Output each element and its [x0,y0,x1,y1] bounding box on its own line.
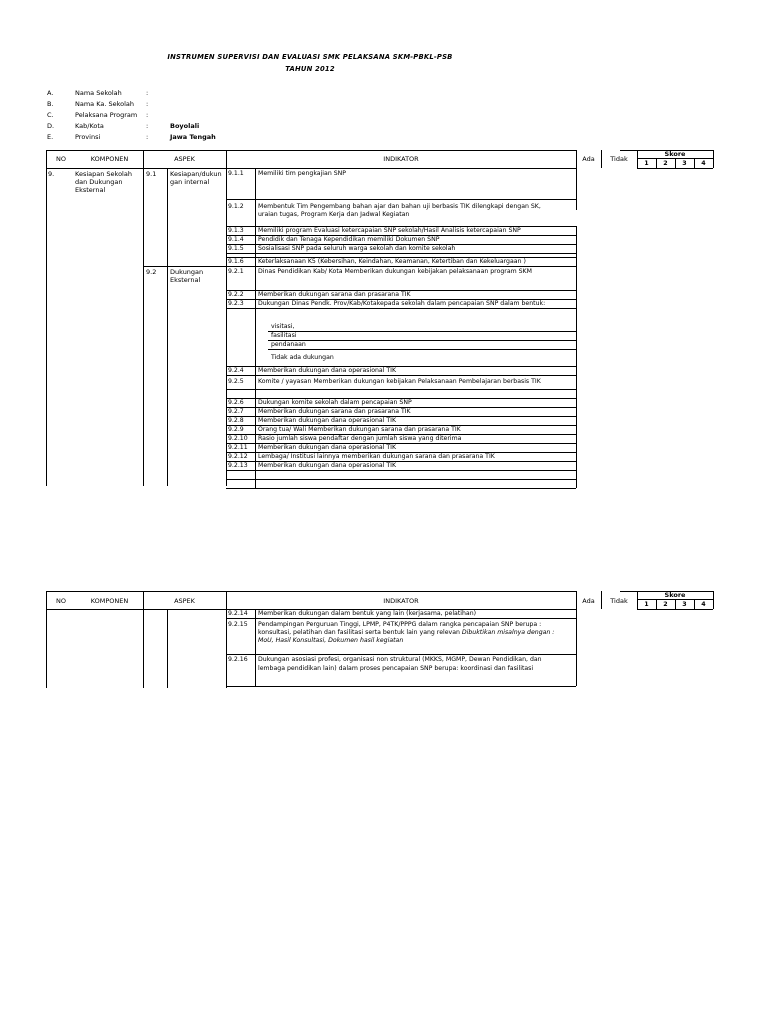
header-skor-2: 2 [663,160,668,167]
identity-colon: : [146,111,149,119]
header-skor-3: 3 [682,160,687,167]
indicator-number: 9.2.13 [228,462,248,469]
header-skore: Skore [664,591,686,599]
indicator-text: Memberikan dukungan dana operasional TIK [258,417,397,424]
indicator-text: Dinas Pendidikan Kab/ Kota Memberikan dukungan kebijakan pelaksanaan program SKM [258,268,532,275]
indicator-number: 9.2.1 [228,268,244,275]
identity-letter: A. [47,89,54,97]
indicator-text: Memberikan dukungan sarana dan prasarana TIK [258,408,411,415]
document-title: INSTRUMEN SUPERVISI DAN EVALUASI SMK PELAKSANA SKM-PBKL-PSB [167,53,453,61]
indicator-text: Pendampingan Perguruan Tinggi, LPMP, P4TK/PPPG dalam rangka pencapaian SNP berupa : [258,621,542,628]
identity-label: Nama Sekolah [75,89,122,97]
indicator-text: Lembaga/ Institusi lainnya memberikan dukungan sarana dan prasarana TIK [258,453,495,460]
identity-colon: : [146,133,149,141]
header-no: NO [56,155,66,163]
komponen-label: Eksternal [75,186,106,194]
header-aspek: ASPEK [174,597,195,605]
indicator-text: Keterlaksanaan K5 (Kebersihan, Keindahan, Keamanan, Ketertiban dan Kekeluargaan ) [258,258,526,265]
header-skor-1: 1 [644,160,649,167]
indicator-text [258,629,554,637]
indicator-text: Dukungan komite sekolah dalam pencapaian SNP [258,399,412,406]
header-indikator: INDIKATOR [383,155,419,163]
indicator-number: 9.2.9 [228,426,244,433]
indicator-number: 9.2.16 [228,656,248,663]
komponen-label: dan Dukungan [75,178,123,186]
support-option: pendanaan [271,341,306,348]
indicator-text: Komite / yayasan Memberikan dukungan kebijakan Pelaksanaan Pembelajaran berbasis TIK [258,378,541,385]
indicator-text: Memberikan dukungan dana operasional TIK [258,367,397,374]
indicator-text: Rasio jumlah siswa pendaftar dengan jumlah siswa yang diterima [258,435,462,442]
identity-letter: C. [47,111,54,119]
identity-value-provinsi: Jawa Tengah [170,133,216,141]
header-no: NO [56,597,66,605]
indicator-number: 9.2.7 [228,408,244,415]
indicator-number: 9.1.4 [228,236,244,243]
header-skor-4: 4 [701,601,706,608]
indicator-text: uraian tugas, Program Kerja dan Jadwal Kegiatan [258,211,410,218]
header-skor-3: 3 [682,601,687,608]
indicator-text: Memiliki tim pengkajian SNP [258,170,346,177]
identity-label: Nama Ka. Sekolah [75,100,135,108]
indicator-text: Pendidik dan Tenaga Kependidikan memiliki Dokumen SNP [258,236,440,243]
indicator-text: Sosialisasi SNP pada seluruh warga sekolah dan komite sekolah [258,245,456,252]
indicator-number: 9.2.11 [228,444,248,451]
indicator-text: Orang tua/ Wali Memberikan dukungan sarana dan prasarana TIK [258,426,461,433]
indicator-number: 9.1.1 [228,170,244,177]
indicator-text: Memberikan dukungan dana operasional TIK [258,444,397,451]
aspek-no: 9.2 [146,268,157,276]
header-indikator: INDIKATOR [383,597,419,605]
document-year: TAHUN 2012 [285,65,335,73]
identity-letter: D. [47,122,55,130]
indicator-text: Memberikan dukungan dalam bentuk yang lain (kerjasama, pelatihan) [258,610,477,617]
indicator-number: 9.2.10 [228,435,248,442]
indicator-number: 9.1.3 [228,227,244,234]
indicator-evidence-note: Dibuktikan misalnya dengan : [461,629,555,636]
identity-colon: : [146,122,149,130]
header-komponen: KOMPONEN [90,155,129,163]
header-aspek: ASPEK [174,155,195,163]
header-ada: Ada [582,155,595,163]
indicator-text: Membentuk Tim Pengembang bahan ajar dan bahan uji berbasis TIK dilengkapi dengan SK, [258,203,541,210]
indicator-text: lembaga pendidikan lain) dalam proses pencapaian SNP berupa: koordinasi dan fasilitasi [258,665,534,672]
aspek-label: Kesiapan/dukun [170,170,222,178]
indicator-text: Memberikan dukungan sarana dan prasarana TIK [258,291,411,298]
identity-label: Kab/Kota [75,122,104,130]
indicator-number: 9.2.4 [228,367,244,374]
indicator-number: 9.2.15 [228,621,248,628]
komponen-label: Kesiapan Sekolah [75,170,132,178]
komponen-no: 9. [48,170,55,178]
indicator-number: 9.2.12 [228,453,248,460]
identity-colon: : [146,89,149,97]
aspek-label: Eksternal [170,276,201,284]
indicator-text: Memberikan dukungan dana operasional TIK [258,462,397,469]
identity-letter: E. [47,133,54,141]
indicator-number: 9.1.6 [228,258,244,265]
indicator-number: 9.1.5 [228,245,244,252]
header-skor-2: 2 [663,601,668,608]
indicator-number: 9.2.6 [228,399,244,406]
identity-letter: B. [47,100,54,108]
indicator-number: 9.2.2 [228,291,244,298]
support-option: Tidak ada dukungan [271,354,334,361]
indicator-number: 9.2.8 [228,417,244,424]
indicator-number: 9.1.2 [228,203,244,210]
identity-label: Pelaksana Program [75,111,138,119]
aspek-label: Dukungan [170,268,204,276]
indicator-number: 9.2.3 [228,300,244,307]
indicator-text: Dukungan Dinas Pendk. Prov/Kab/Kotakepada sekolah dalam pencapaian SNP dalam bentuk: [258,300,546,307]
indicator-number: 9.2.5 [228,378,244,385]
header-tidak: Tidak [610,597,628,605]
indicator-text: Memiliki program Evaluasi ketercapaian SNP sekolah/Hasil Analisis ketercapaian SNP [258,227,521,234]
header-ada: Ada [582,597,595,605]
header-skore: Skore [664,150,686,158]
indicator-text: Dukungan asosiasi profesi, organisasi non struktural (MKKS, MGMP, Dewan Pendidikan, dan [258,656,542,663]
aspek-no: 9.1 [146,170,157,178]
header-skor-4: 4 [701,160,706,167]
header-tidak: Tidak [610,155,628,163]
indicator-number: 9.2.14 [228,610,248,617]
identity-colon: : [146,100,149,108]
aspek-label: gan internal [170,178,210,186]
indicator-evidence: MoU, Hasil Konsultasi, Dokumen hasil kegiatan [258,637,404,644]
support-option: fasilitasi [271,332,297,339]
support-option: visitasi, [271,323,295,330]
header-komponen: KOMPONEN [90,597,129,605]
header-skor-1: 1 [644,601,649,608]
identity-label: Provinsi [75,133,101,141]
indicator-text-part: konsultasi, pelatihan dan fasilitasi serta bentuk lain yang relevan [258,629,460,636]
identity-value-kabkota: Boyolali [170,122,200,130]
